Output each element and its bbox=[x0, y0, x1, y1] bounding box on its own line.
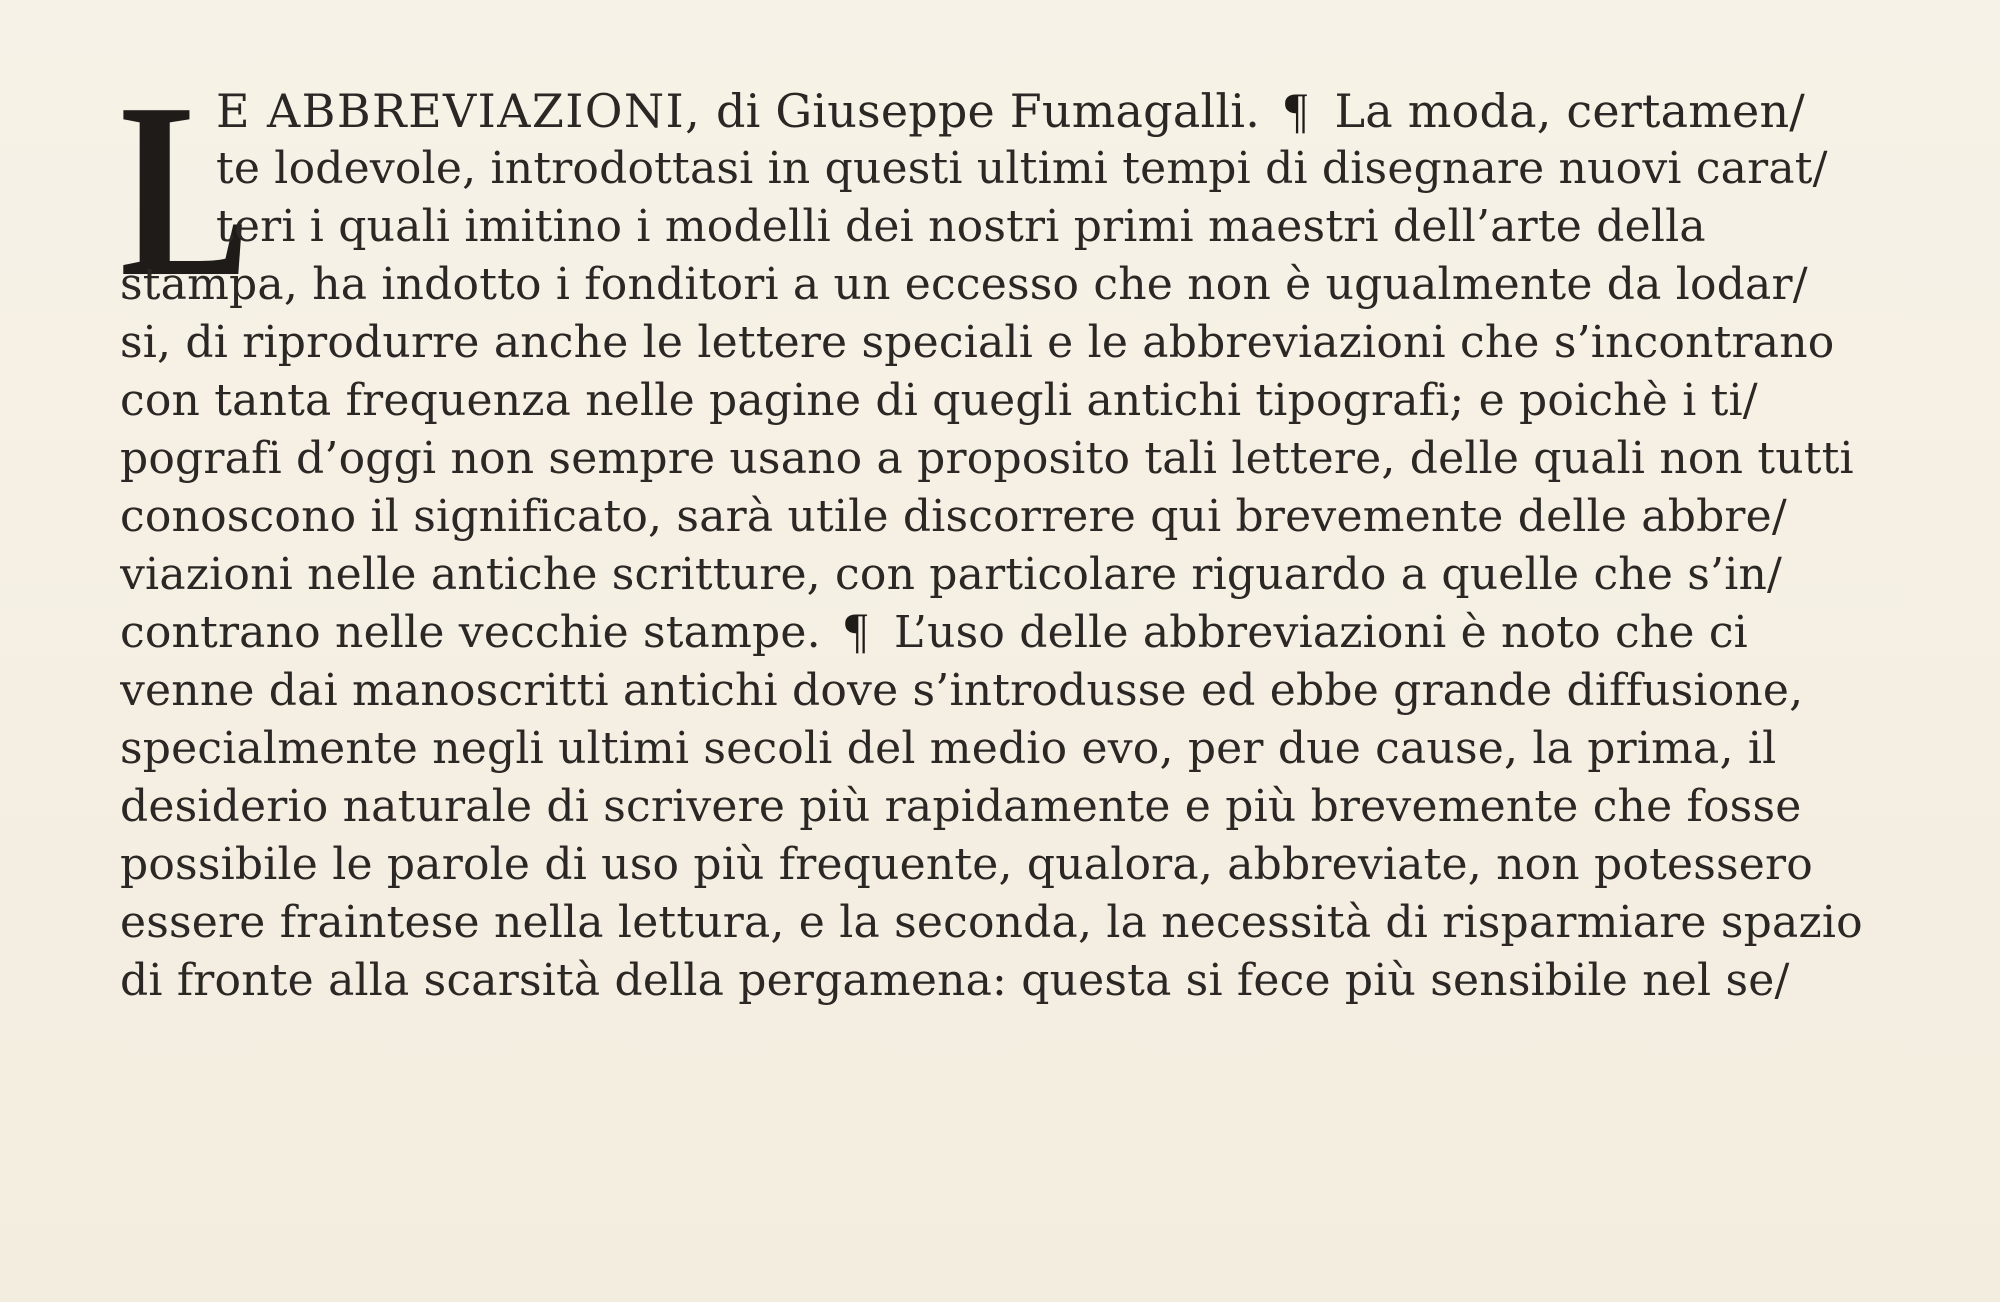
line-15: essere fraintese nella lettura, e la seconda, la necessità di risparmiare spazio bbox=[120, 897, 1863, 948]
line-4: stampa, ha indotto i fonditori a un eccesso che non è ugualmente da lodar/ bbox=[120, 259, 1808, 310]
line-11: venne dai manoscritti antichi dove s’introdusse ed ebbe grande diffusione, bbox=[120, 665, 1804, 716]
pilcrow-mark: ¶ bbox=[845, 604, 868, 658]
line-12: specialmente negli ultimi secoli del medio evo, per due cause, la prima, il bbox=[120, 723, 1777, 774]
line-14: possibile le parole di uso più frequente, qualora, abbreviate, non potessero bbox=[120, 839, 1813, 890]
line-13: desiderio naturale di scrivere più rapidamente e più brevemente che fosse bbox=[120, 781, 1802, 832]
line-7: pografi d’oggi non sempre usano a proposito tali lettere, delle quali non tutti bbox=[120, 433, 1854, 484]
text-block bbox=[120, 52, 1880, 1242]
line-10-head: contrano nelle vecchie stampe. bbox=[120, 607, 821, 658]
line-10 bbox=[120, 604, 1880, 662]
drop-cap-initial: L bbox=[120, 52, 251, 329]
line-9: viazioni nelle antiche scritture, con particolare riguardo a quelle che s’in/ bbox=[120, 549, 1783, 600]
title-author: di Giuseppe Fumagalli. bbox=[715, 84, 1261, 138]
line-1-tail: La moda, certamen/ bbox=[1334, 84, 1806, 138]
line-2: te lodevole, introdottasi in questi ultimi tempi di disegnare nuovi carat/ bbox=[216, 143, 1828, 194]
title-caps: E ABBREVIAZIONI, bbox=[216, 84, 702, 138]
line-3: teri i quali imitino i modelli dei nostri primi maestri dell’arte della bbox=[216, 201, 1706, 252]
line-5: si, di riprodurre anche le lettere speciali e le abbreviazioni che s’incontrano bbox=[120, 317, 1835, 368]
line-16: di fronte alla scarsità della pergamena: questa si fece più sensibile nel se/ bbox=[120, 955, 1790, 1006]
line-10-tail: L’uso delle abbreviazioni è noto che ci bbox=[894, 607, 1748, 658]
pilcrow-mark: ¶ bbox=[1284, 82, 1308, 138]
line-6: con tanta frequenza nelle pagine di quegli antichi tipografi; e poichè i ti/ bbox=[120, 375, 1758, 426]
line-8: conoscono il significato, sarà utile discorrere qui brevemente delle abbre/ bbox=[120, 491, 1787, 542]
line-1 bbox=[216, 82, 1880, 140]
